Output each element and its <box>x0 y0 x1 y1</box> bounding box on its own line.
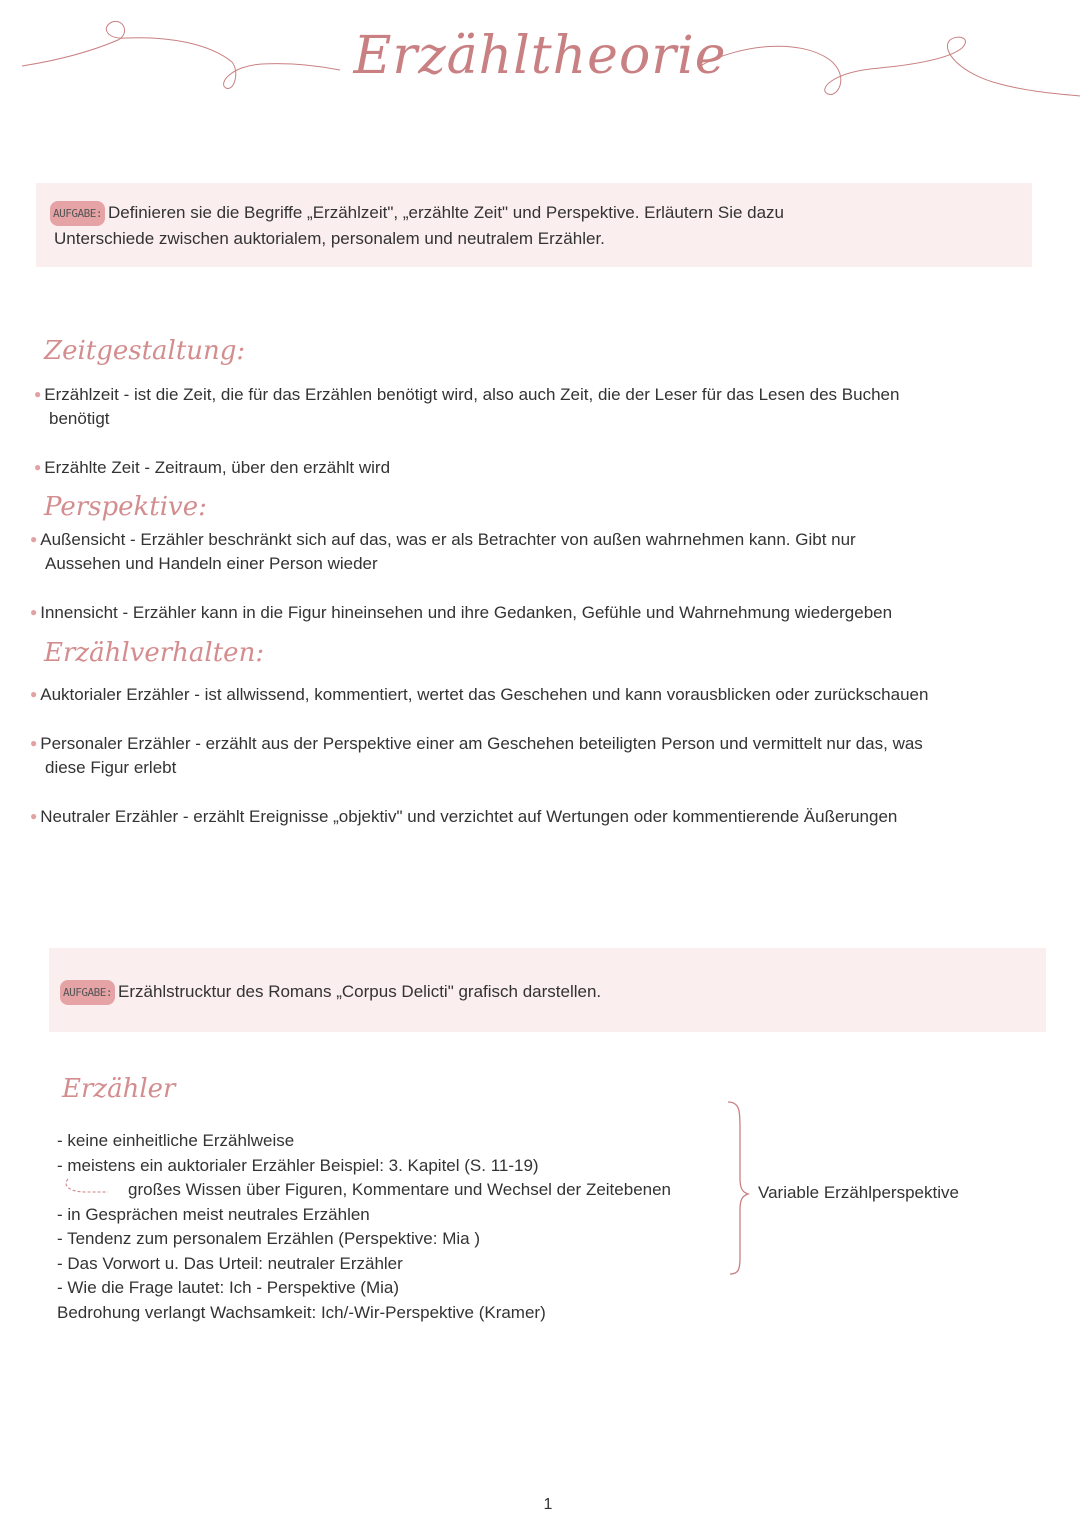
list-item-erzaehlzeit: ● Erzählzeit - ist die Zeit, die für das Erzählen benötigt wird, also auch Zeit, die der Leser für das Lesen des Buchen benötigt <box>34 385 900 428</box>
curved-arrow-icon <box>60 1176 120 1200</box>
list-item: Bedrohung verlangt Wachsamkeit: Ich/-Wir-Perspektive (Kramer) <box>57 1302 546 1322</box>
bullet-icon: ● <box>34 460 42 474</box>
list-item: - in Gesprächen meist neutrales Erzählen <box>57 1204 370 1224</box>
bullet-icon: ● <box>30 687 38 701</box>
bullet-icon: ● <box>30 532 38 546</box>
page-title: Erzähltheorie <box>353 26 727 86</box>
bullet-icon: ● <box>34 387 42 401</box>
list-item: großes Wissen über Figuren, Kommentare und Wechsel der Zeitebenen <box>128 1180 672 1199</box>
task-1-line-2: Unterschiede zwischen auktorialem, personalem und neutralem Erzähler. <box>54 229 605 248</box>
task-tag: AUFGABE: <box>50 201 105 226</box>
bullet-icon: ● <box>30 605 38 619</box>
task-1-line-1: Definieren sie die Begriffe „Erzählzeit", „erzählte Zeit" und Perspektive. Erläutern Sie dazu <box>107 203 785 222</box>
task-2-text: AUFGABE: Erzählstrucktur des Romans „Corpus Delicti" grafisch darstellen. <box>60 979 601 1005</box>
list-item: - meistens ein auktorialer Erzähler Beispiel: 3. Kapitel (S. 11-19) <box>57 1155 539 1175</box>
list-item-erzaehlte-zeit: ● Erzählte Zeit - Zeitraum, über den erzählt wird <box>34 458 391 477</box>
task-tag: AUFGABE: <box>60 980 115 1005</box>
curly-brace-icon <box>724 1098 754 1278</box>
list-item-innensicht: ● Innensicht - Erzähler kann in die Figur hineinsehen und ihre Gedanken, Gefühle und Wahrnehmung wiedergeben <box>30 603 893 622</box>
list-item: - keine einheitliche Erzählweise <box>57 1131 295 1150</box>
erzaehler-list <box>57 1129 737 1325</box>
list-item-aussensicht: ● Außensicht - Erzähler beschränkt sich auf das, was er als Betrachter von außen wahrnehmen kann. Gibt nur Aussehen und Handeln einer Person wieder <box>30 530 856 573</box>
list-item: - Wie die Frage lautet: Ich - Perspektive (Mia) <box>57 1278 400 1297</box>
list-item-auktorial: ● Auktorialer Erzähler - ist allwissend, kommentiert, wertet das Geschehen und kann vorausblicken oder zurückschauen <box>30 685 929 704</box>
page-number: 1 <box>543 1496 553 1513</box>
task-1-text <box>50 200 1010 251</box>
heading-erzaehlverhalten: Erzählverhalten: <box>44 638 265 668</box>
heading-zeitgestaltung: Zeitgestaltung: <box>44 336 246 366</box>
heading-perspektive: Perspektive: <box>44 492 207 522</box>
bullet-icon: ● <box>30 736 38 750</box>
list-item: - Das Vorwort u. Das Urteil: neutraler Erzähler <box>57 1253 403 1273</box>
bullet-icon: ● <box>30 809 38 823</box>
list-item: - Tendenz zum personalem Erzählen (Perspektive: Mia ) <box>57 1229 480 1248</box>
heading-erzaehler: Erzähler <box>62 1074 176 1104</box>
list-item-personal: ● Personaler Erzähler - erzählt aus der Perspektive einer am Geschehen beteiligten Person und vermittelt nur das, was diese Figur erlebt <box>30 734 923 777</box>
list-item-neutral: ● Neutraler Erzähler - erzählt Ereignisse „objektiv" und verzichtet auf Wertungen oder kommentierende Äußerungen <box>30 807 898 826</box>
bracket-label: Variable Erzählperspektive <box>758 1183 959 1202</box>
